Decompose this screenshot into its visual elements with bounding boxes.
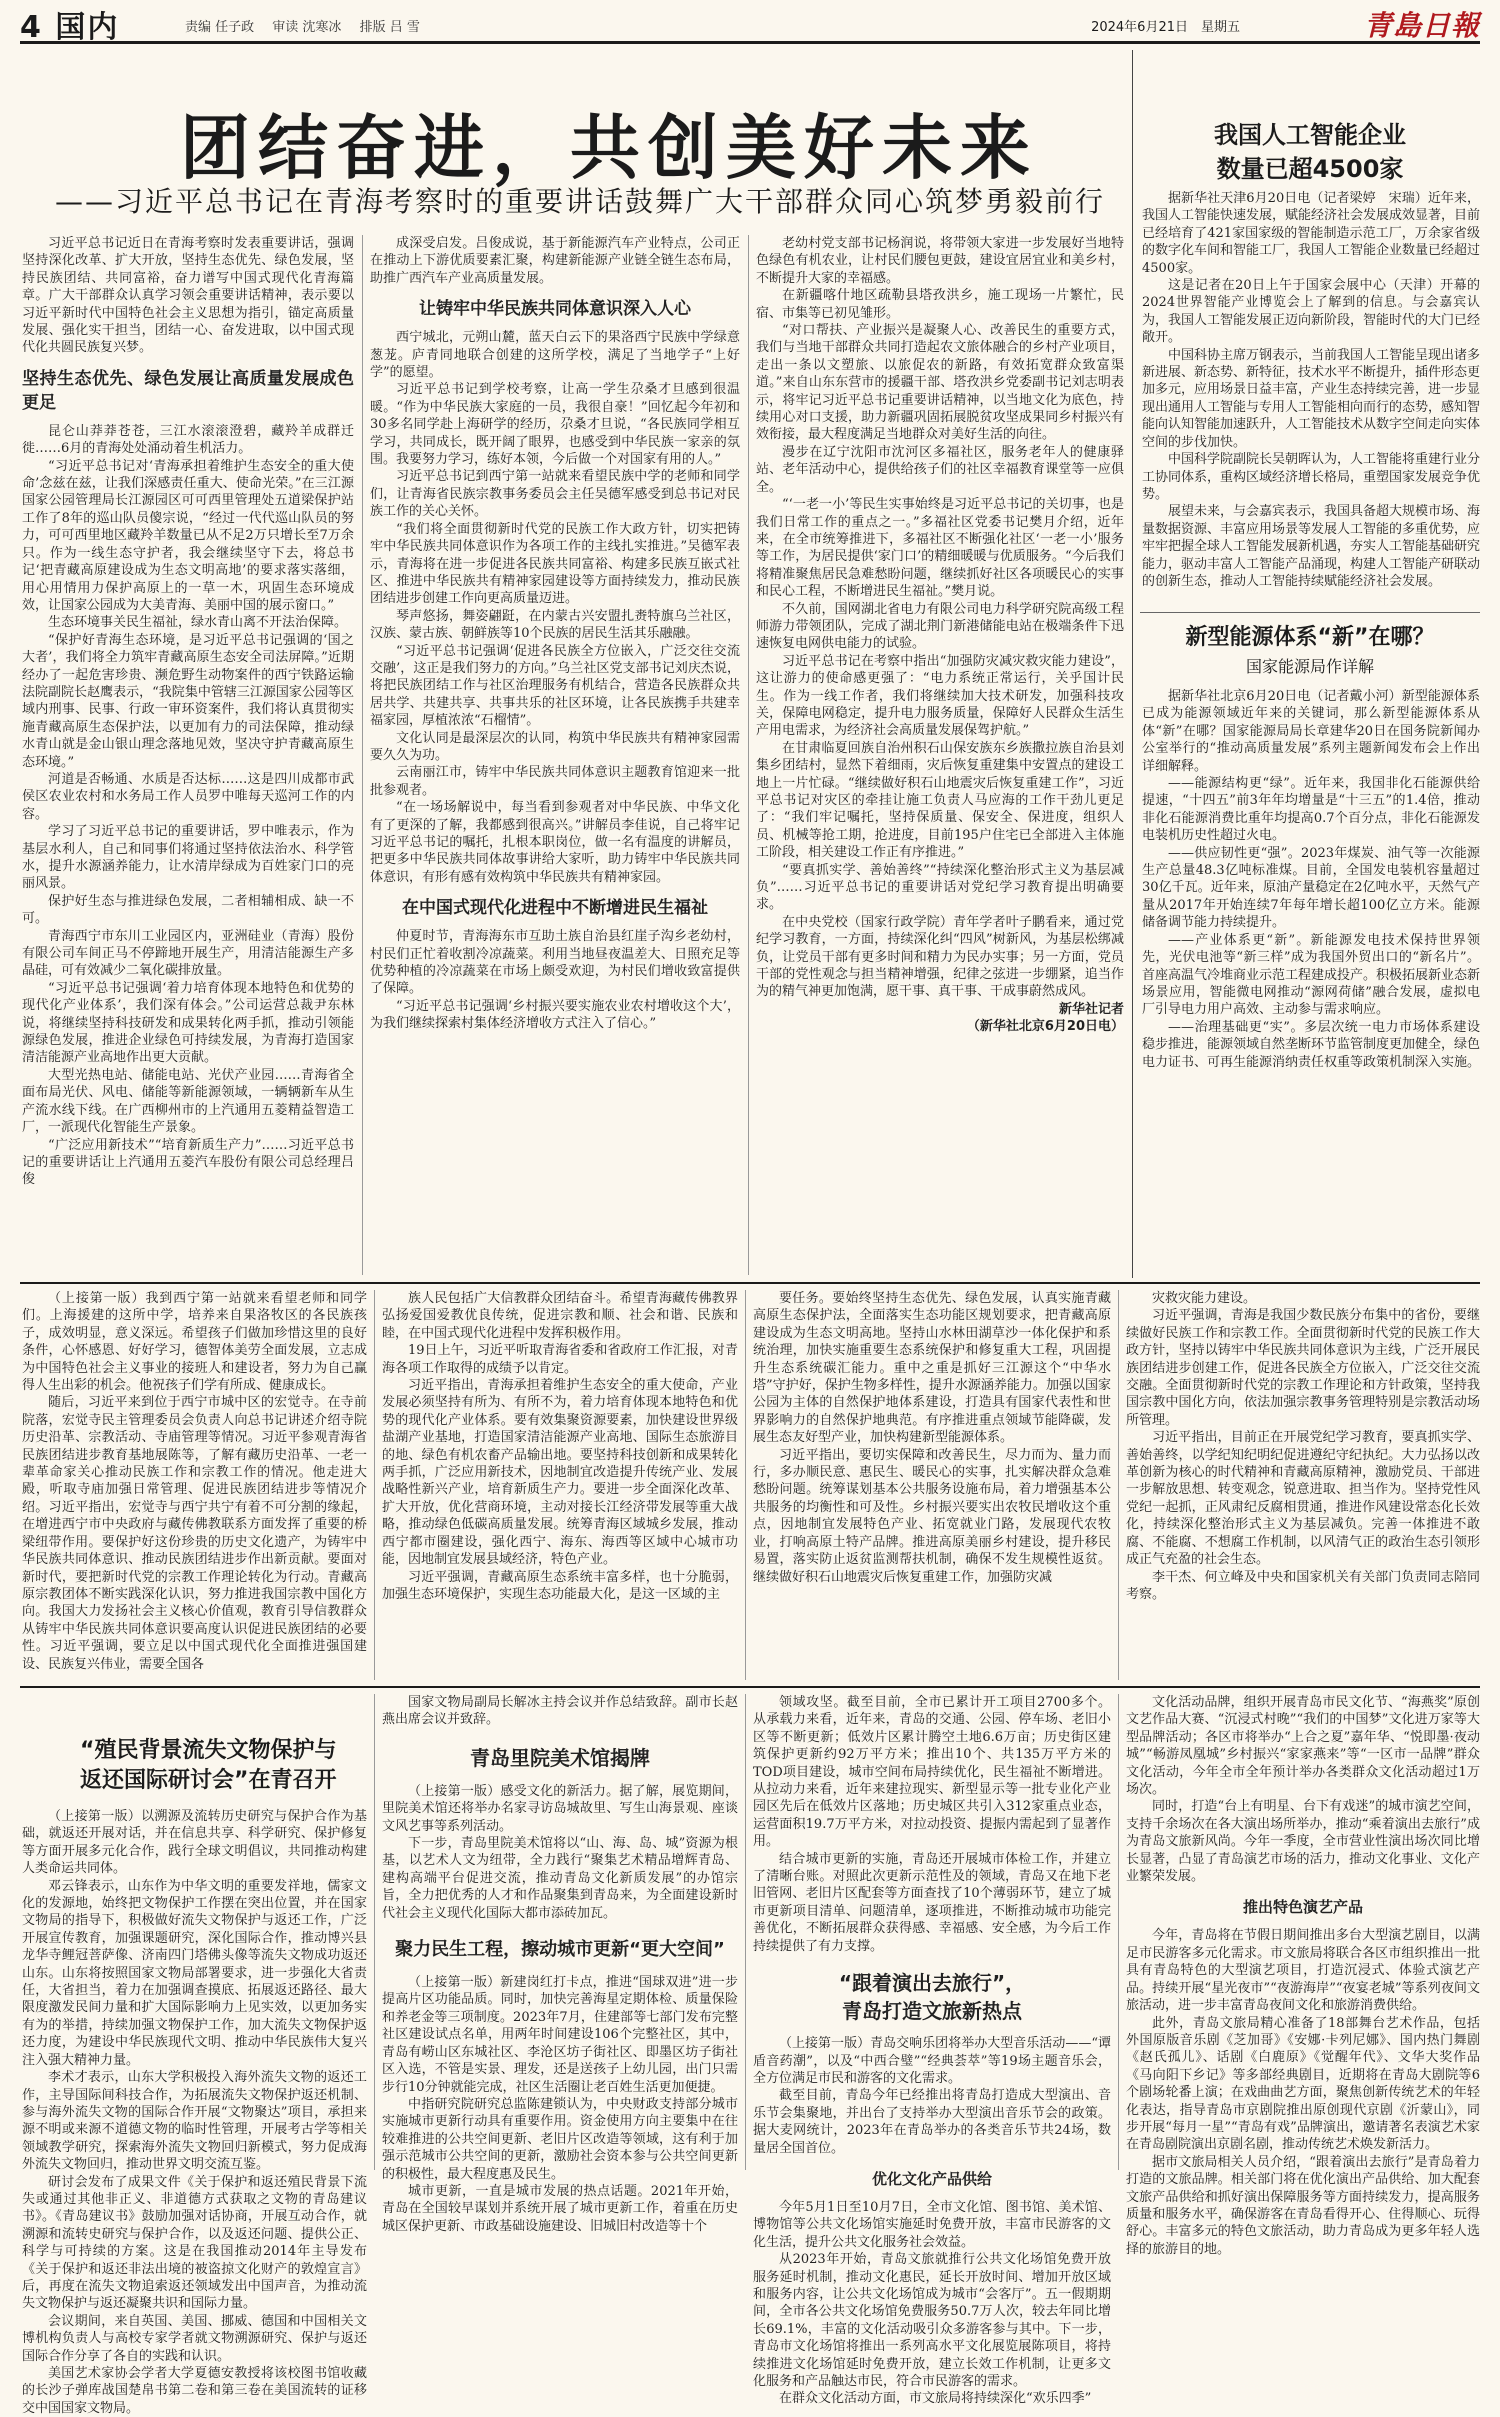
reviewer-name: 审读 沈寒冰	[272, 20, 342, 35]
bottom3-column	[753, 1694, 1111, 2407]
paragraph: 中国科学院副院长吴朝晖认为，人工智能将重建行业分工协同体系，重构区域经济增长格局，重塑国家发展竞争优势。	[1142, 452, 1481, 502]
main-col-3	[756, 235, 1124, 1275]
paragraph: 习近平指出，要切实保障和改善民生，尽力而为、量力而行，多办顺民意、惠民生、暖民心的实事，扎实解决群众急难愁盼问题。统筹谋划基本公共服务设施布局，着力增强基本公共服务的均衡性和可及性。乡村振兴要实出农牧民增收这个重点，因地制宜发展特色产业、拓宽就业门路，发展现代农牧业，打响高原土特产品牌。推进高原美丽乡村建设，提升移民易置，落实防止返贫监测帮扶机制，确保不发生规模性返贫。继续做好积石山地震灾后恢复重建工作，加强防灾减	[753, 1447, 1111, 1585]
paragraph: 习近平总书记近日在青海考察时发表重要讲话，强调坚持深化改革、扩大开放，坚持生态优先、绿色发展，坚持民族团结、共同富裕，奋力谱写中国式现代化青海篇章。广大干部群众认真学习领会重要讲话精神，表示要以习近平新时代中国特色社会主义思想为指引，锚定高质量发展、强化实干担当，团结一心、奋发进取，以中国式现代化共圆民族复兴梦。	[22, 236, 354, 356]
section-heading: 优化文化产品供给	[871, 2169, 992, 2188]
bottom2-title2: 聚力民生工程，擦动城市更新“更大空间”	[395, 1939, 725, 1961]
paragraph: 同时，打造“台上有明星、台下有戏迷”的城市演艺空间，支持千余场次在各大演出场所举办，推动“乘着演出去旅行”成为青岛文旅新风尚。今年一季度，全市营业性演出场次同比增长显著，凸显了青岛演艺市场的活力，推动文化事业、文化产业繁荣发展。	[1126, 1799, 1480, 1885]
paragraph: 下一步，青岛里院美术馆将以“山、海、岛、城”资源为根基，以艺术人文为纽带，全力践行“聚集艺术精品增辉青岛、建构高端平台促进交流，推动青岛文化新质发展”的办馆宗旨，全力把优秀的人才和作品聚集到青岛来，为全面建设新时代社会主义现代化国际大都市添砖加瓦。	[382, 1836, 738, 1921]
paragraph: 云南丽江市，铸牢中华民族共同体意识主题教育馆迎来一批批参观者。	[370, 765, 740, 798]
bottom1-body	[22, 1808, 367, 2416]
paragraph: “习近平总书记强调‘乡村振兴要实施农业农村增收这个大’，为我们继续探索村集体经济增收方式注入了信心。”	[370, 998, 740, 1032]
bottom1-title-line1: “殖民背景流失文物保护与	[80, 1738, 337, 1763]
sidebar2-subtitle: 国家能源局作详解	[1245, 657, 1374, 676]
paragraph: 青海西宁市东川工业园区内，亚洲硅业（青海）股份有限公司车间正马不停蹄地开展生产，用清洁能源生产多晶硅，可有效减少二氧化碳排放量。	[22, 928, 354, 979]
page-header	[20, 0, 1480, 44]
paragraph: “习近平总书记对‘青海承担着维护生态安全的重大使命’念兹在兹，让我们深感责任重大、使命光荣。”在三江源国家公园管理局长江源园区可可西里管理处五道梁保护站工作了8年的巡山队员傻宗说，“经过一代代巡山队员的努力，可可西里地区藏羚羊数量已从不足2万只增长至7万余只。作为一线生态守护者，我会继续坚守下去，将总书记‘把青藏高原建设成为生态文明高地’的要求落实落细，用心用情用力保护高原上的一草一木，巩固生态环境成效，让国家公园成为大美青海、美丽中国的展示窗口。”	[22, 458, 354, 613]
paragraph: 习近平总书记在考察中指出“加强防灾减灾救灾能力建设”，这让游力的使命感更强了：“电力系统正常运行，关乎国计民生。作为一线工作者，我们将继续加大技术研发，加强科技攻关，保障电网稳定，提升电力服务质量，保障好人民群众生活生产用电需求，为经济社会高质量发展保驾护航。”	[756, 653, 1124, 739]
paragraph: 河道是否畅通、水质是否达标……这是四川成都市武侯区农业农村和水务局工作人员罗中唯每天巡河工作的内容。	[22, 771, 354, 822]
paragraph: 习近平强调，青藏高原生态系统丰富多样，也十分脆弱，加强生态环境保护，实现生态功能最大化，是这一区域的主	[382, 1569, 738, 1602]
paragraph: 文化活动品牌，组织开展青岛市民文化节、“海燕奖”原创文艺作品大赛、“沉浸式村晚”“我们的中国梦”文化进万家等大型品牌活动；各区市将举办“上合之夏”嘉年华、“悦即墨·夜动城”“畅游凤凰城”乡村振兴“家家燕来”等“一区市一品牌”群众文化活动，今年全市全年预计举办各类群众文化活动超过1万场次。	[1126, 1695, 1480, 1798]
paragraph: 成深受启发。吕俊成说，基于新能源汽车产业特点，公司正在推动上下游优质要素汇聚，构建新能源产业链全链生态布局，助推广西汽车产业高质量发展。	[370, 236, 740, 286]
paragraph: 城市更新，一直是城市发展的热点话题。2021年开始，青岛在全国较早谋划并系统开展了城市更新工作，着重在历史城区保护更新、市政基础设施建设、旧城旧村改造等十个	[382, 2183, 738, 2234]
paragraph: 展望未来，与会嘉宾表示，我国具备超大规模市场、海量数据资源、丰富应用场景等发展人工智能的多重优势，应牢牢把握全球人工智能发展新机遇，夯实人工智能基础研究能力，驱动丰富人工智能产品涌现，构建人工智能产研联动的创新生态，推动人工智能持续赋能经济社会发展。	[1142, 504, 1481, 589]
paragraph: 西宁城北，元朔山麓，蓝天白云下的果洛西宁民族中学绿意葱茏。庐青同地联合创建的这所学校，满足了当地学子“上好学”的愿望。	[370, 330, 740, 381]
continuation-col-4	[1126, 1290, 1480, 1680]
bottom3-title-line2: 青岛打造文旅新热点	[842, 1999, 1022, 2024]
paragraph: 19日上午，习近平听取青海省委和省政府工作汇报，对青海各项工作取得的成绩予以肯定。	[382, 1343, 738, 1376]
paragraph: “对口帮扶、产业振兴是凝聚人心、改善民生的重要方式，我们与当地干部群众共同打造起农文旅体融合的乡村产业项目，走出一条以文塑旅、以旅促农的新路，有效拓宽群众致富渠道。”来自山东东营市的援疆干部、塔孜洪乡党委副书记刘志明表示，将牢记习近平总书记重要讲话精神，以当地文化为底色，持续用心对口支援，助力新疆巩固拓展脱贫攻坚成果同乡村振兴有效衔接，最大程度满足当地群众对美好生活的向往。	[756, 323, 1124, 443]
paragraph: 李术才表示，山东大学积极投入海外流失文物的返还工作，主导国际间科技合作，为拓展流失文物保护返还机制、参与海外流失文物的国际合作开展“文物聚达”项目，承担来源不明或来源不道德文物的临时性管理，开展考古学等相关领域教学研究，探索海外流失文物回归新模式，努力促成海外流失文物回归，推动世界文明交流互鉴。	[22, 2070, 367, 2173]
sidebar1-title	[1140, 118, 1480, 186]
editor-name: 责编 任子政	[185, 20, 255, 35]
sidebar1-title-line2: 数量已超4500家	[1216, 155, 1404, 183]
column-divider	[745, 1290, 746, 1680]
paragraph: 大型光热电站、储能电站、光伏产业园……青海省全面布局光伏、风电、储能等新能源领域，一辆辆新车从生产流水线下线。在广西柳州市的上汽通用五菱精益智造工厂，一派现代化智能生产景象。	[22, 1067, 354, 1136]
column-divider	[745, 1694, 746, 2170]
paragraph: 据新华社北京6月20日电（记者戴小河）新型能源体系已成为能源领域近年来的关键词，那么新型能源体系从体“新”在哪？国家能源局局长章建华20日在国务院新闻办公室举行的“推动高质量发展”系列主题新闻发布会上作出详细解释。	[1142, 689, 1480, 774]
paragraph: 领域攻坚。截至目前，全市已累计开工项目2700多个。从承载力来看，近年来，青岛的交通、公园、停车场、老旧小区等不断更新；低效片区累计腾空土地6.6万亩；历史街区建筑保护更新约92万平方米；推出10个、共135万平方米的TOD项目建设，城市空间布局持续优化，民生福祉不断增进。从拉动力来看，近年来建拉现实、新型显示等一批专业化产业园区先后在低效片区落地；历史城区共引入312家重点业态，运营面积19.7万平方米，对拉动投资、提振内需起到了显著作用。	[753, 1695, 1111, 1850]
column-divider	[1118, 1290, 1119, 1680]
paragraph: 文化认同是最深层次的认同，构筑中华民族共有精神家园需要久久为功。	[370, 730, 740, 763]
paragraph: ——能源结构更“绿”。近年来，我国非化石能源供给提速，“十四五”前3年年均增量是“十三五”的1.4倍，推动非化石能源消费比重年均提高0.7个百分点，非化石能源发电装机历史性超过火电。	[1142, 776, 1480, 844]
paragraph: “广泛应用新技术”“培育新质生产力”……习近平总书记的重要讲话让上汽通用五菱汽车股份有限公司总经理吕俊	[22, 1137, 354, 1188]
paragraph: 会议期间，来自英国、美国、挪威、德国和中国相关文博机构负责人与高校专家学者就文物溯源研究、保护与返还国际合作分享了各自的实践和认识。	[22, 2313, 367, 2364]
paragraph: 中国科协主席万钢表示，当前我国人工智能呈现出诸多新进展、新态势、新特征，技术水平不断提升，插件形态更加多元，应用场景日益丰富，产业生态持续完善，进一步显现出通用人工智能与专用人工智能相向而行的态势，感知智能向认知智能加速跃升，人工智能技术从数字空间走向实体空间的步伐加快。	[1142, 347, 1481, 450]
dateline: （新华社北京6月20日电）	[966, 1019, 1124, 1035]
main-subheadline: ——习近平总书记在青海考察时的重要讲话鼓舞广大干部群众同心筑梦勇毅前行	[55, 185, 1106, 218]
sidebar1-title-line1: 我国人工智能企业	[1214, 121, 1406, 149]
paragraph: 在中央党校（国家行政学院）青年学者叶子鹏看来，通过党纪学习教育，一方面，持续深化纠“四风”树新风，为基层松绑减负，让党员干部有更多时间和精力为民办实事；另一方面，党员干部的党性观念与担当精神增强，纪律之弦进一步绷紧，追当作为的精气神更加饱满，愿干事、真干事、干成事蔚然成风。	[756, 914, 1124, 1000]
section-heading: 在中国式现代化进程中不断增进民生福祉	[402, 898, 708, 919]
paragraph: 在群众文化活动方面，市文旅局将持续深化“欢乐四季”	[779, 2391, 1092, 2407]
paragraph: 习近平总书记到学校考察，让高一学生尕桑才旦感到很温暖。“作为中华民族大家庭的一员，我很自豪！”回忆起今年初和30多名同学赴上海研学的经历，尕桑才旦说，“各民族同学相互学习，共同成长，既开阔了眼界，也感受到中华民族一家亲的氛围。我要努力学习，练好本领，今后做一个对国家有用的人。”	[370, 382, 740, 468]
bottom3-title-line1: “跟着演出去旅行”，	[838, 1971, 1026, 1996]
sidebar2-body	[1142, 688, 1480, 1276]
paragraph: 习近平指出，目前正在开展党纪学习教育，要真抓实学、善始善终，以学纪知纪明纪促进遵纪守纪执纪。大力弘扬以改革创新为核心的时代精神和青藏高原精神，激励党员、干部进一步解放思想、转变观念，锐意进取、担当作为。坚持党性风党纪一起抓，正风肃纪反腐相贯通，推进作风建设常态化长效化，持续深化整治形式主义为基层减负。完善一体推进不敢腐、不能腐、不想腐工作机制，以风清气正的政治生态引领形成正气充盈的社会生态。	[1126, 1430, 1480, 1568]
paragraph: 保护好生态与推进绿色发展，二者相辅相成、缺一不可。	[22, 893, 354, 927]
paragraph: “我们将全面贯彻新时代党的民族工作大政方针，切实把铸牢中华民族共同体意识作为各项工作的主线扎实推进。”吴德军表示，青海将在进一步促进各民族共同富裕、构建多民族互嵌式社区、推进中华民族共有精神家园建设等方面持续发力，推动民族团结进步创建工作向更高质量迈进。	[370, 521, 740, 607]
paragraph: （上接第一版）青岛交响乐团将举办大型音乐活动——“谭盾音药潮”，以及“中西合璧”“经典荟萃”等19场主题音乐会，全方位满足市民和游客的文化需求。	[753, 2036, 1111, 2086]
main-col-2	[370, 235, 740, 1275]
issue-date: 2024年6月21日 星期五	[1091, 20, 1240, 35]
sidebar-divider	[1132, 50, 1133, 1278]
paragraph: ——供应韧性更“强”。2023年煤炭、油气等一次能源生产总量48.3亿吨标准煤。目前，全国发电装机容量超过30亿千瓦。近年来，原油产量稳定在2亿吨水平，天然气产量从2017年开始连续7年每年增长超100亿立方米。能源储备调节能力持续提升。	[1142, 845, 1480, 931]
column-divider	[748, 235, 749, 1275]
paragraph: 生态环境事关民生福祉，绿水青山离不开法治保障。	[48, 615, 348, 631]
paragraph: （上接第一版）我到西宁第一站就来看望老师和同学们。上海援建的这所中学，培养来自果洛牧区的各民族孩子，成效明显，意义深远。希望孩子们做加珍惜这里的良好条件，心怀感恩、好好学习，德智体美劳全面发展，立志成为中国特色社会主义事业的接班人和建设者，努力为自己赢得人生出彩的机会。他祝孩子们学有所成、健康成长。	[22, 1291, 367, 1394]
paragraph: “习近平总书记强调‘促进各民族全方位嵌入，广泛交往交流交融’，这正是我们努力的方向。”乌兰社区党支部书记刘庆杰说，将把民族团结工作与社区治理服务有机结合，营造各民族群众共居共学、共建共享、共事共乐的社区环境，让各民族携手共建幸福家园，厚植浓浓“石榴情”。	[370, 643, 740, 729]
paragraph: 灾救灾能力建设。	[1152, 1291, 1257, 1306]
column-divider	[1118, 1694, 1119, 2170]
paragraph: 结合城市更新的实施，青岛还开展城市体检工作，并建立了清晰台账。对照此次更新示范性及的领域，青岛又在地下老旧管网、老旧片区配套等方面查找了10个薄弱环节，建立了城市更新项目清单、问题清单，逐项推进，不断推动城市功能完善优化，不断拓展群众获得感、幸福感、安全感，为今后工作持续提供了有力支撑。	[753, 1851, 1111, 1954]
paragraph: （上接第一版）感受文化的新活力。据了解，展览期间，里院美术馆还将举办名家寻访岛城故里、写生山海景观、座谈文风艺事等系列活动。	[382, 1783, 738, 1834]
paragraph: 仲夏时节，青海海东市互助土族自治县红崖子沟乡老幼村，村民们正忙着收割冷凉蔬菜。利用当地昼夜温差大、日照充足等优势种植的冷凉蔬菜在市场上颇受欢迎，为村民们增收致富提供了保障。	[370, 929, 740, 997]
paragraph: 今年5月1日至10月7日，全市文化馆、图书馆、美术馆、博物馆等公共文化场馆实施延时免费开放，丰富市民游客的文化生活，提升公共文化服务社会效益。	[753, 2199, 1111, 2250]
paragraph: 中指研究院研究总监陈建锁认为，中央财政支持部分城市实施城市更新行动具有重要作用。资金使用方向主要集中在往较难推进的公共空间更新、老旧片区改造等领域，这有利于加强示范城市公共空间的更新，激励社会资本参与公共空间更新的积极性，最大程度惠及民生。	[382, 2096, 738, 2182]
paragraph: ——治理基础更“实”。多层次统一电力市场体系建设稳步推进，能源领域自然垄断环节监管制度更加健全，绿色电力证书、可再生能源消纳责任权重等政策机制深入实施。	[1142, 1019, 1481, 1070]
newspaper-logo: 青島日報	[1363, 9, 1480, 42]
paragraph: 族人民包括广大信教群众团结奋斗。希望青海藏传佛教界弘扬爱国爱教优良传统，促进宗教和顺、社会和谐、民族和睦，在中国式现代化进程中发挥积极作用。	[382, 1291, 738, 1341]
paragraph: 李干杰、何立峰及中央和国家机关有关部门负责同志陪同考察。	[1126, 1569, 1480, 1602]
paragraph: “在一场场解说中，每当看到参观者对中华民族、中华文化有了更深的了解，我都感到很高兴。”讲解员李佳说，自己将牢记习近平总书记的嘱托，扎根本职岗位，做一名有温度的讲解员，把更多中华民族共同体故事讲给大家听，助力铸牢中华民族共同体意识，有形有感有效构筑中华民族共有精神家园。	[370, 800, 740, 885]
layout-name: 排版 吕 雪	[359, 20, 420, 35]
bottom2-column	[382, 1694, 738, 2234]
main-headline: 团结奋进，共创美好未来	[180, 106, 1038, 189]
paragraph: 今年，青岛将在节假日期间推出多台大型演艺剧目，以满足市民游客多元化需求。市文旅局将联合各区市组织推出一批具有青岛特色的大型演艺项目，打造沉浸式、体验式演艺产品。持续开展“星光夜市”“夜游海岸”“夜宴老城”等系列夜间文旅活动，进一步丰富青岛夜间文化和旅游消费供给。	[1126, 1928, 1480, 2014]
paragraph: 截至目前，青岛今年已经推出将青岛打造成大型演出、音乐节会集聚地，并出台了支持举办大型演出音乐节会的政策。据大麦网统计，2023年在青岛举办的各类音乐节共24场，数量居全国首位。	[753, 2088, 1111, 2156]
paragraph: 要任务。要始终坚持生态优先、绿色发展，认真实施青藏高原生态保护法，全面落实生态功能区规划要求，把青藏高原建设成为生态文明高地。坚持山水林田湖草沙一体化保护和系统治理，加快实施重要生态系统保护和修复重大工程，巩固提升生态系统碳汇能力。重中之重是抓好三江源这个“中华水塔”守护好，保护生物多样性，提升水源涵养能力。加强以国家公园为主体的自然保护地体系建设，打造具有国家代表性和世界影响力的自然保护地典范。有序推进重点领域节能降碳，发展生态友好型产业，加快构建新型能源体系。	[753, 1291, 1111, 1446]
bottom1-title-line2: 返还国际研讨会”在青召开	[80, 1768, 337, 1793]
paragraph: 在新疆喀什地区疏勒县塔孜洪乡，施工现场一片繁忙，民宿、市集等已初见雏形。	[756, 288, 1124, 321]
continuation-col-1	[22, 1290, 367, 1680]
paragraph: 昆仑山莽莽苍苍，三江水滚滚澄碧，藏羚羊成群迁徙……6月的青海处处涌动着生机活力。	[22, 423, 354, 457]
paragraph: 习近平强调，青海是我国少数民族分布集中的省份，要继续做好民族工作和宗教工作。全面贯彻新时代党的民族工作大政方针，坚持以铸牢中华民族共同体意识为主线，广泛开展民族团结进步创建工作，促进各民族全方位嵌入，广泛交往交流交融。全面贯彻新时代党的宗教工作理论和方针政策，坚持我国宗教中国化方向，依法加强宗教事务管理特别是宗教活动场所管理。	[1126, 1308, 1480, 1428]
paragraph: 研讨会发布了成果文件《关于保护和返还殖民背景下流失或通过其他非正义、非道德方式获取之文物的青岛建议书》。《青岛建议书》鼓励加强对话协商，开展互动合作，就溯源和流转史研究与保护合作，以及返还问题、提供公正、科学与可持续的方案。这是在我国推动2014年主导发布《关于保护和返还非法出境的被盗掠文化财产的敦煌宣言》后，再度在流失文物追索返还领域发出中国声音，为推动流失文物保护与返还凝聚共识和国际力量。	[22, 2174, 367, 2312]
paragraph: ——产业体系更“新”。新能源发电技术保持世界领先，光伏电池等“新三样”成为我国外贸出口的“新名片”。首座高温气冷堆商业示范工程建成投产。积极拓展新业态新场景应用，智能微电网推动“源网荷储”融合发展，虚拟电厂引导电力用户高效、主动参与需求响应。	[1142, 932, 1481, 1018]
section-heading: 坚持生态优先、绿色发展让高质量发展成色更足	[22, 368, 354, 413]
continuation-col-2	[382, 1290, 738, 1680]
column-divider	[374, 1694, 375, 2170]
paragraph: 此外，青岛文旅局精心准备了18部舞台艺术作品，包括外国原版音乐剧《芝加哥》《安娜·卡列尼娜》、国内热门舞剧《赵氏孤儿》、话剧《白鹿原》《觉醒年代》、文华大奖作品《马向阳下乡记》等多部经典剧目，近期将在青岛大剧院等6个剧场轮番上演；在戏曲曲艺方面，聚焦创新传统艺术的年轻化表达，指导青岛市京剧院推出原创现代京剧《沂蒙山》，同步开展“每月一星”“青岛有戏”品牌演出，邀请著名表演艺术家在青岛剧院演出京剧名剧，推动传统艺术焕发新活力。	[1126, 2015, 1480, 2153]
column-divider	[374, 1290, 375, 1680]
paragraph: 这是记者在20日上午于国家会展中心（天津）开幕的2024世界智能产业博览会上了解到的信息。与会嘉宾认为，我国人工智能发展正迈向新阶段，智能时代的大门已经敞开。	[1142, 278, 1481, 346]
paragraph: （上接第一版）新建岗红打卡点，推进“国球双进”进一步提高片区功能品质。同时，加快完善海星定期体检、质量保险和养老金等三项制度。2023年7月，住建部等七部门发布完整社区建设试点名单，用两年时间建设106个完整社区，其中，青岛有崂山区东城社区、李沧区坊子街社区、即墨区坊子街社区入选，不管是实景、理发，还是送孩子上幼儿园，出门只需步行10分钟就能完成，社区生活圈让老百姓生活更加便捷。	[382, 1975, 738, 2095]
paragraph: 邓云锋表示，山东作为中华文明的重要发祥地，儒家文化的发源地，始终把文物保护工作摆在突出位置，并在国家文物局的指导下，积极做好流失文物保护与返还工作，广泛开展宣传教育，加强课题研究，深化国际合作，推动博兴县龙华寺鲤冠菩萨像、济南四门塔佛头像等流失文物成功返还山东。山东将按照国家文物局部署要求，进一步强化大省责任，大省担当，着力在加强调查摸底、拓展返还路径、最大限度激发民间力量和扩大国际影响力上见实效，以更加务实有为的举措，持续加强文物保护工作，加大流失文物保护返还力度，为建设中华民族现代文明、推动中华民族伟大复兴注入强大精神力量。	[22, 1878, 367, 2068]
sidebar2-title: 新型能源体系“新”在哪？	[1185, 625, 1435, 650]
continuation-col-3	[753, 1290, 1111, 1680]
paragraph: “要真抓实学、善始善终”“持续深化整治形式主义为基层减负”……习近平总书记的重要讲话对党纪学习教育提出明确要求。	[756, 862, 1124, 913]
bottom2-title: 青岛里院美术馆揭牌	[470, 1745, 650, 1770]
paragraph: 从2023年开始，青岛文旅就推行公共文化场馆免费开放服务延时机制，推动文化惠民，延长开放时间、增加开放区域和服务内容，让公共文化场馆成为城市“会客厅”。五一假期期间，全市各公共文化场馆免费服务50.7万人次，较去年同比增长69.1%，丰富的文化活动吸引众多游客参与其中。下一步，青岛市文化场馆将推出一系列高水平文化展览展陈项目，将持续推进文化场馆延时免费开放，建立长效工作机制，让更多文化服务和产品触达市民，符合市民游客的需求。	[753, 2252, 1111, 2389]
sidebar1-body	[1142, 190, 1480, 610]
main-col-1	[22, 235, 354, 1275]
paragraph: 美国艺术家协会学者大学夏德安教授将该校图书馆收藏的长沙子弹库战国楚帛书第二卷和第三卷在美国流转的证移交中国国家文物局。	[22, 2366, 367, 2416]
paragraph: “‘一老一小’等民生实事始终是习近平总书记的关切事，也是我们日常工作的重点之一。”多福社区党委书记樊月介绍，近年来，在全市统筹推进下，多福社区不断强化社区‘一老一小’服务等工作，为居民提供‘家门口’的精细暖暖与优质服务。“今后我们将精准聚焦居民急难愁盼问题，继续抓好社区各项暖民心的实事和民心工程，不断增进民生福祉。”樊月说。	[756, 497, 1124, 600]
byline: 新华社记者	[1058, 1001, 1124, 1017]
paragraph: 不久前，国网湖北省电力有限公司电力科学研究院高级工程师游力带领团队，完成了湖北荆门新港储能电站在极端条件下迅速恢复电网供电能力的试验。	[756, 601, 1124, 652]
bottom1-title	[80, 1736, 370, 1796]
sidebar-separator	[1140, 612, 1480, 613]
paragraph: 习近平总书记到西宁第一站就来看望民族中学的老师和同学们，让青海省民族宗教事务委员会主任吴德军感受到总书记对民族工作的关心关怀。	[370, 469, 740, 520]
paragraph: “保护好青海生态环境，是习近平总书记强调的‘国之大者’，我们将全力筑牢青藏高原生态安全司法屏障。”近期经办了一起危害珍贵、濒危野生动物案件的西宁铁路运输法院副院长赵鹰表示，“我院集中管辖三江源国家公园等区域内刑事、民事、行政一审环资案件，我们将认真贯彻实施青藏高原生态保护法，以更加有力的司法保障，推动绿水青山就是金山银山理念落地见效，坚决守护青藏高原生态环境。”	[22, 632, 354, 770]
paragraph: 据新华社天津6月20日电（记者梁婷 宋瑞）近年来，我国人工智能快速发展，赋能经济社会发展成效显著，目前已经培育了421家国家级的智能制造示范工厂，万余家省级的数字化车间和智能工厂，我国人工智能企业数量已经超过4500家。	[1142, 191, 1481, 276]
paragraph: 漫步在辽宁沈阳市沈河区多福社区，服务老年人的健康驿站、老年活动中心，提供给孩子们的社区幸福教育课堂等一应俱全。	[756, 444, 1124, 495]
page-number: 4 国内	[20, 10, 120, 45]
paragraph: 在甘肃临夏回族自治州积石山保安族东乡族撒拉族自治县刘集乡团结村，显然下着细雨，灾后恢复重建集中安置点的建设工地上一片忙碌。“继续做好积石山地震灾后恢复重建工作”，习近平总书记对灾区的牵挂让施工负责人马应海的工作干劲儿更足了：“我们牢记嘱托，坚持保质量、保安全、保进度，组织人员、机械等抢工期，抢进度，目前195户住宅已全部进入主体施工阶段，相关建设工作正有序推进。”	[756, 740, 1124, 861]
bottom4-column	[1126, 1694, 1480, 2257]
paragraph: 随后，习近平来到位于西宁市城中区的宏觉寺。在寺前院落，宏觉寺民主管理委员会负责人向总书记讲述介绍寺院历史沿革、宗教活动、寺庙管理等情况。习近平参观青海省民族团结进步教育基地展陈等，了解有藏历史沿革、一老一辈革命家关心推动民族工作和宗教工作的情况。他走进大殿，听取寺庙加强日常管理、促进民族团结进步等情况介绍。习近平指出，宏觉寺与西宁共宁有着不可分割的缘起，在增进西宁市中央政府与藏传佛教联系方面发挥了重要的桥梁纽带作用。要保护好这份珍贵的历史文化遗产，为铸牢中华民族共同体意识、推动民族团结进步作出新贡献。要面对新时代，要把新时代党的宗教工作理论转化为行动。青藏高原宗教团体不断实践深化认识，努力推进我国宗教中国化方向。我国大力发扬社会主义核心价值观，教育引导信教群众从铸牢中华民族共同体意识要高度认识促进民族团结的必要性。习近平强调，要立足以中国式现代化全面推进强国建设、民族复兴伟业，需要全国各	[22, 1395, 367, 1672]
paragraph: 老幼村党支部书记杨润说，将带领大家进一步发展好当地特色绿色有机农业，让村民们腰包更鼓，建设宜居宜业和美乡村，不断提升大家的幸福感。	[756, 236, 1124, 286]
paragraph: “习近平总书记强调‘着力培育体现本地特色和优势的现代化产业体系’，我们深有体会。”公司运营总裁尹东林说，将继续坚持科技研发和成果转化两手抓，推动引领能源绿色发展，推进企业绿色可持续发展，为青海打造国家清洁能源产业高地作出更大贡献。	[22, 980, 354, 1066]
section-heading: 推出特色演艺产品	[1242, 1898, 1363, 1917]
paragraph: 据市文旅局相关人员介绍，“跟着演出去旅行”是青岛着力打造的文旅品牌。相关部门将在优化演出产品供给、加大配套文旅产品供给和抓好演出保障服务等方面持续发力，提高服务质量和服务水平，确保游客在青岛看得开心、住得顺心、玩得舒心。丰富多元的特色文旅活动，助力青岛成为更多年轻人选择的旅游目的地。	[1126, 2154, 1480, 2257]
paragraph: 习近平指出，青海承担着维护生态安全的重大使命，产业发展必须坚持有所为、有所不为，着力培育体现本地特色和优势的现代化产业体系。要有效集聚资源要素，加快建设世界级盐湖产业基地，打造国家清洁能源产业高地、国际生态旅游目的地、绿色有机农畜产品输出地。要坚持科技创新和成果转化两手抓，广泛应用新技术，因地制宜改造提升传统产业、发展战略性新兴产业，培育新质生产力。要进一步全面深化改革、扩大开放，优化营商环境，主动对接长江经济带发展等重大战略，推动绿色低碳高质量发展。统筹青海区域城乡发展，推动西宁都市圈建设，强化西宁、海东、海西等区域中心城市功能，因地制宜发展县域经济，特色产业。	[382, 1378, 738, 1568]
paragraph: 学习了习近平总书记的重要讲话，罗中唯表示，作为基层水利人，自己和同事们将通过坚持依法治水、科学管水，提升水源涵养能力，让水清岸绿成为百姓家门口的亮丽风景。	[22, 824, 354, 892]
section-heading: 让铸牢中华民族共同体意识深入人心	[419, 299, 691, 320]
column-divider	[362, 235, 363, 1275]
paragraph: 国家文物局副局长解冰主持会议并作总结致辞。副市长赵燕出席会议并致辞。	[382, 1695, 738, 1728]
paragraph: （上接第一版）以溯源及流转历史研究与保护合作为基础，就返还开展对话，并在信息共享、科学研究、保护修复等方面开展多元化合作，践行全球文明倡议，共同推动构建人类命运共同体。	[22, 1809, 367, 1877]
editor-credits	[185, 16, 434, 35]
section-separator	[20, 1686, 1480, 1688]
section-separator	[20, 1282, 1480, 1284]
paragraph: 琴声悠扬，舞姿翩跹，在内蒙古兴安盟扎赉特旗乌兰社区，汉族、蒙古族、朝鲜族等10个民族的居民生活其乐融融。	[370, 608, 740, 642]
bottom3-title	[753, 1969, 1111, 2025]
